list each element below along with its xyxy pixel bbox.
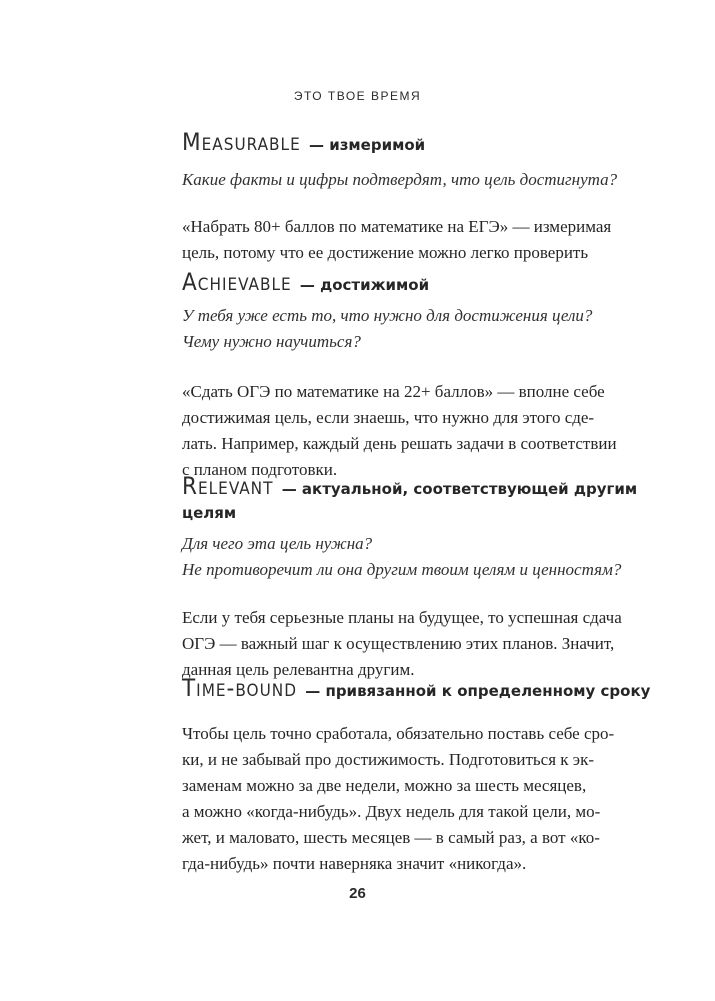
body-line: данная цель релевантна другим. <box>182 660 415 679</box>
heading-description: — достижимой <box>299 276 430 294</box>
heading-description-line2 <box>182 501 662 525</box>
body-line: заменам можно за две недели, можно за шесть месяцев, <box>182 776 587 795</box>
body-line: лать. Например, каждый день решать задачи в соответствии <box>182 434 617 453</box>
heading-keyword: Achievable <box>182 268 292 296</box>
question-line: Не противоречит ли она другим твоим целям и ценностям? <box>182 560 622 579</box>
body-line: «Набрать 80+ баллов по математике на ЕГЭ» — измеримая <box>182 217 612 236</box>
question-line: У тебя уже есть то, что нужно для достижения цели? <box>182 306 593 325</box>
heading-description-cont: целям <box>182 504 237 522</box>
body-line: ОГЭ — важный шаг к осуществлению этих планов. Значит, <box>182 634 615 653</box>
heading-measurable <box>182 130 662 157</box>
heading-keyword: Measurable <box>182 128 301 156</box>
body-line: достижимая цель, если знаешь, что нужно для этого сде- <box>182 408 595 427</box>
heading-description: — измеримой <box>308 136 426 154</box>
heading-achievable <box>182 270 662 297</box>
body-line: «Сдать ОГЭ по математике на 22+ баллов» — вполне себе <box>182 382 605 401</box>
heading-description: — привязанной к определенному сроку <box>305 682 651 700</box>
question-line: Чему нужно научиться? <box>182 332 361 351</box>
body-line: цель, потому что ее достижение можно легко проверить <box>182 243 589 262</box>
body-line: ки, и не забывай про достижимость. Подготовиться к эк- <box>182 750 594 769</box>
body-line: жет, и маловато, шесть месяцев — в самый раз, а вот «ко- <box>182 828 600 847</box>
heading-keyword: Relevant <box>182 472 274 500</box>
section-achievable <box>182 270 662 483</box>
question-line: Для чего эта цель нужна? <box>182 534 373 553</box>
body-line: Если у тебя серьезные планы на будущее, то успешная сдача <box>182 608 622 627</box>
running-head: ЭТО ТВОЕ ВРЕМЯ <box>293 89 422 103</box>
heading-relevant <box>182 474 662 501</box>
heading-keyword: Time-bound <box>182 674 297 702</box>
page-number: 26 <box>349 885 366 902</box>
body-line: Чтобы цель точно сработала, обязательно поставь себе сро- <box>182 724 615 743</box>
heading-description: — актуальной, соответствующей другим <box>281 480 638 498</box>
question-line: Какие факты и цифры подтвердят, что цель достигнута? <box>182 170 618 189</box>
heading-time-bound <box>182 676 662 703</box>
body-line: а можно «когда-нибудь». Двух недель для такой цели, мо- <box>182 802 601 821</box>
section-measurable <box>182 130 662 266</box>
body-line: с планом подготовки. <box>182 460 338 479</box>
section-time-bound <box>182 676 662 877</box>
section-relevant <box>182 474 662 683</box>
body-line: гда-нибудь» почти наверняка значит «никогда». <box>182 854 527 873</box>
